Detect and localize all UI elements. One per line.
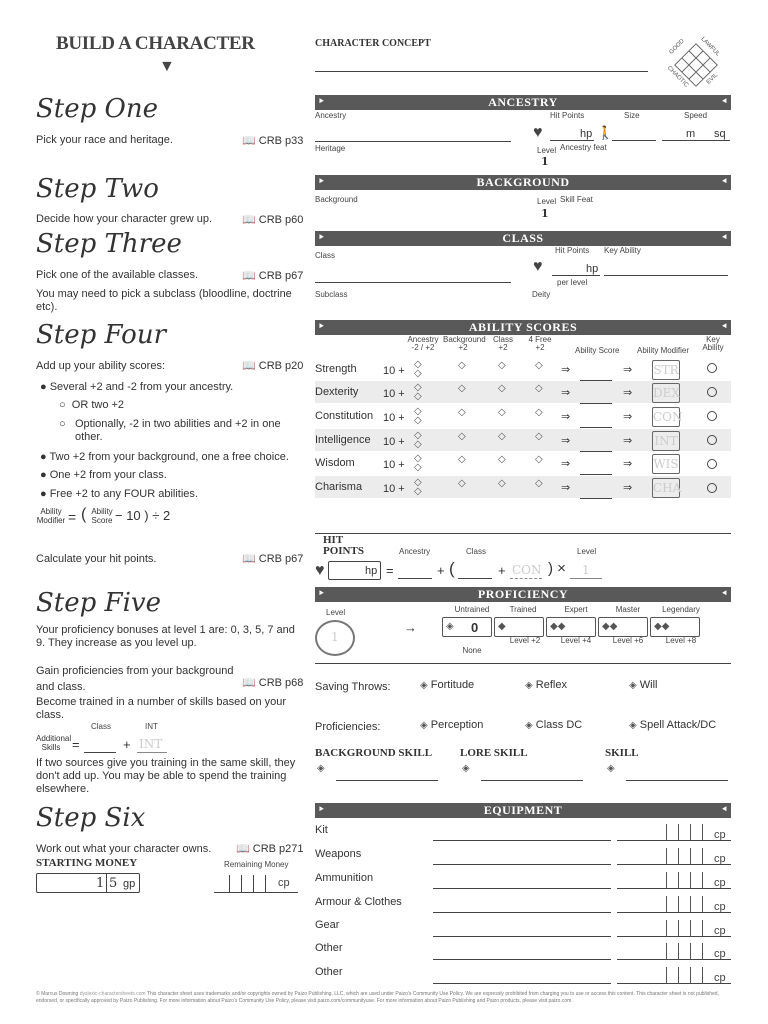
legendary-diamond-icon: ◆◆ <box>654 621 670 632</box>
fortitude-label: Fortitude <box>430 679 475 691</box>
prof-divider <box>315 663 731 664</box>
hp-class-field[interactable] <box>458 578 492 579</box>
ancestry-speed-label: Speed <box>684 111 708 120</box>
spell-diamond-icon: ◈ <box>629 720 637 731</box>
add-skills-int-lbl: INT <box>145 722 158 731</box>
rank-legendary-label: Legendary <box>662 605 700 614</box>
lore-skill-field[interactable] <box>481 780 583 781</box>
formula-open: ( <box>81 506 87 523</box>
step-five-ref <box>242 676 303 689</box>
step-four-ref-text: CRB p20 <box>258 360 304 372</box>
background-banner: ⯈ BACKGROUND ⯈ <box>315 175 731 190</box>
ability-score-field[interactable] <box>580 380 612 381</box>
ancestry-diamond-icon[interactable]: ◇ ◇ <box>414 430 422 450</box>
untrained-diamond-icon: ◈ <box>446 621 454 632</box>
rank-legendary-box[interactable] <box>650 617 700 637</box>
remaining-money-box[interactable] <box>214 873 298 893</box>
heritage-label: Heritage <box>315 144 346 153</box>
ability-modifier-box[interactable]: WIS <box>652 454 680 474</box>
equipment-label: Other <box>315 966 343 978</box>
arrow-right-icon: ⇒ <box>561 387 571 399</box>
background-skill-label: BACKGROUND SKILL <box>315 747 433 759</box>
add-skills-class-lbl: Class <box>91 722 112 731</box>
equipment-label: Other <box>315 942 343 954</box>
add-skills-class-field[interactable] <box>84 752 116 753</box>
equipment-unit: cp <box>714 853 726 865</box>
hp-total-box[interactable] <box>328 561 381 580</box>
prof-class-dc[interactable] <box>525 719 582 731</box>
footer-site[interactable]: dyslexic-charactersheets.com <box>79 991 146 997</box>
two-sources-text: If two sources give you training in the same skill, they don't add up. You may be able to spend the training elsewhere. <box>36 757 296 795</box>
key-ability-field[interactable] <box>604 275 728 276</box>
ability-header-modifier: Ability Modifier <box>637 346 690 355</box>
background-diamond-icon[interactable]: ◇ <box>458 383 466 394</box>
ancestry-diamond-icon[interactable]: ◇ ◇ <box>414 359 422 379</box>
ability-score-field[interactable] <box>580 403 612 404</box>
hp-ref <box>242 552 303 565</box>
remaining-money-label: Remaining Money <box>224 860 289 869</box>
ancestry-level-value: 1 <box>541 155 549 168</box>
arrow-right-icon: ⇒ <box>561 458 571 470</box>
background-label: Background <box>315 195 358 204</box>
prof-level-value: 1 <box>331 630 339 644</box>
size-figures-icon: 🚶 <box>597 125 614 140</box>
equipment-field[interactable] <box>433 864 611 865</box>
ability-name: Wisdom <box>315 457 355 469</box>
free-diamond-icon[interactable]: ◇ <box>535 478 543 489</box>
ability-modifier-box[interactable]: DEX <box>652 383 680 403</box>
equipment-label: Weapons <box>315 848 362 860</box>
ability-scores-banner: ⯈ ABILITY SCORES ⯈ <box>315 320 731 335</box>
formula-modifier-label: Ability Modifier <box>36 507 66 525</box>
rank-master-box[interactable] <box>598 617 648 637</box>
ability-base: 10 + <box>383 412 405 424</box>
bullet-3-text: One +2 from your class. <box>49 469 167 481</box>
skill-diamond-icon[interactable]: ◈ <box>607 763 615 774</box>
step-three-ref <box>242 269 303 282</box>
rank-master-sub: Level +6 <box>612 636 644 645</box>
ancestry-hp-field[interactable] <box>550 140 594 141</box>
rank-untrained-box[interactable] <box>442 617 492 637</box>
ability-modifier-box[interactable]: INT <box>652 431 680 451</box>
proficiency-banner: ⯈ PROFICIENCY ⯈ <box>315 587 731 602</box>
rank-untrained-value: 0 <box>471 620 479 635</box>
book-icon: 📖 <box>242 360 256 372</box>
equipment-label: Ammunition <box>315 872 374 884</box>
ancestry-size-field[interactable] <box>612 140 656 141</box>
step-three-text: Pick one of the available classes. <box>36 269 199 281</box>
class-diamond-icon[interactable]: ◇ <box>498 478 506 489</box>
equipment-field[interactable] <box>433 959 611 960</box>
arrow-right-icon: ⇒ <box>561 364 571 376</box>
step-two-heading: Step Two <box>36 174 159 204</box>
fortitude-diamond-icon: ◈ <box>420 680 428 691</box>
ability-header-score: Ability Score <box>575 346 620 355</box>
formula-rest: − 10 ) ÷ 2 <box>115 508 171 523</box>
ability-modifier-box[interactable]: CON <box>652 407 680 427</box>
ability-name: Dexterity <box>315 386 359 398</box>
book-icon: 📖 <box>242 270 256 282</box>
ability-score-field[interactable] <box>580 498 612 499</box>
hp-con-ghost: CON <box>512 563 542 577</box>
align-evil: EVIL <box>705 72 720 86</box>
hp-total-unit: hp <box>365 565 378 577</box>
ancestry-field[interactable] <box>315 141 511 142</box>
align-lawful: LAWFUL <box>699 36 721 58</box>
class-diamond-icon[interactable]: ◇ <box>498 360 506 371</box>
equipment-unit: cp <box>714 948 726 960</box>
arrow-right-icon: ⇒ <box>623 387 633 399</box>
arrow-right-icon: ⇒ <box>623 458 633 470</box>
skill-feat-label: Skill Feat <box>560 195 593 204</box>
bullet-1-text: Several +2 and -2 from your ancestry. <box>49 381 234 393</box>
ability-score-field[interactable] <box>580 474 612 475</box>
lore-skill-diamond-icon[interactable]: ◈ <box>462 763 470 774</box>
ability-base: 10 + <box>383 483 405 495</box>
subclass-label: Subclass <box>315 290 348 299</box>
step-four-heading: Step Four <box>36 320 166 350</box>
book-icon: 📖 <box>236 843 250 855</box>
arrow-right-icon: ⇒ <box>623 435 633 447</box>
equipment-unit: cp <box>714 829 726 841</box>
page-title: BUILD A CHARACTER <box>56 33 255 54</box>
key-ability-radio[interactable] <box>707 363 717 373</box>
skill-field[interactable] <box>626 780 728 781</box>
hp-level-field[interactable] <box>570 578 602 579</box>
save-will[interactable] <box>629 679 657 691</box>
hp-open: ( <box>449 559 455 578</box>
add-skills-int-ghost: INT <box>139 737 163 751</box>
ancestry-diamond-icon[interactable]: ◇ ◇ <box>414 382 422 402</box>
step-two-ref-text: CRB p60 <box>258 214 304 226</box>
equipment-unit: cp <box>714 972 726 984</box>
bullet-1b: ○ Optionally, -2 in two abilities and +2 in one other. <box>59 418 289 444</box>
hp-instruction: Calculate your hit points. <box>36 553 157 565</box>
ability-modifier-box[interactable]: STR <box>652 360 680 380</box>
ability-header-free: 4 Free +2 <box>528 335 552 352</box>
equipment-field[interactable] <box>433 983 611 984</box>
ancestry-diamond-icon[interactable]: ◇ ◇ <box>414 477 422 497</box>
speed-m-unit: m <box>686 128 696 140</box>
book-icon: 📖 <box>242 214 256 226</box>
step-six-ref <box>236 842 304 855</box>
additional-skills-label: Additional Skills <box>36 734 72 752</box>
footer-author: Marcus Downing <box>41 991 79 997</box>
step-four-ref <box>242 359 303 372</box>
step-six-ref-text: CRB p271 <box>252 843 304 855</box>
step-two-ref <box>242 213 303 226</box>
money-digit-1: 1 <box>96 876 105 891</box>
bullet-1b-text: Optionally, -2 in two abilities and +2 in one other. <box>75 418 281 443</box>
rank-expert-box[interactable] <box>546 617 596 637</box>
rank-expert-label: Expert <box>564 605 588 614</box>
class-banner: ⯈ CLASS ⯈ <box>315 231 731 246</box>
spell-attack-label: Spell Attack/DC <box>639 719 717 731</box>
free-diamond-icon[interactable]: ◇ <box>535 407 543 418</box>
save-reflex[interactable] <box>525 679 567 691</box>
trained-diamond-icon: ◆ <box>498 621 506 632</box>
hp-level-label: Level <box>577 547 597 556</box>
rank-untrained-sub: None <box>462 646 482 655</box>
prof-level-circle[interactable] <box>315 620 355 656</box>
key-ability-radio[interactable] <box>707 435 717 445</box>
reflex-diamond-icon: ◈ <box>525 680 533 691</box>
trained-text: Become trained in a number of skills based on your class. <box>36 696 287 721</box>
ability-name: Intelligence <box>315 434 371 446</box>
will-label: Will <box>639 679 658 691</box>
skill-label: SKILL <box>605 747 639 759</box>
class-diamond-icon[interactable]: ◇ <box>498 431 506 442</box>
equipment-field[interactable] <box>433 840 611 841</box>
bg-skill-diamond-icon[interactable]: ◈ <box>317 763 325 774</box>
ability-header-ancestry: Ancestry -2 / +2 <box>407 335 439 352</box>
step-one-text: Pick your race and heritage. <box>36 134 173 146</box>
background-diamond-icon[interactable]: ◇ <box>458 478 466 489</box>
ability-name: Charisma <box>315 481 363 493</box>
background-diamond-icon[interactable]: ◇ <box>458 431 466 442</box>
bullet-1a-text: OR two +2 <box>71 399 125 411</box>
bullet-4-text: Free +2 to any FOUR abilities. <box>49 488 198 500</box>
class-dc-label: Class DC <box>535 719 583 731</box>
ancestry-diamond-icon[interactable]: ◇ ◇ <box>414 453 422 473</box>
formula-score-label: Ability Score <box>91 507 113 525</box>
equipment-label: Kit <box>315 824 328 836</box>
heart-icon: ♥ <box>533 258 543 275</box>
speed-sq-unit: sq <box>714 128 726 140</box>
per-level-label: per level <box>557 278 588 287</box>
ability-name: Strength <box>315 363 357 375</box>
arrow-right-icon: → <box>404 620 417 635</box>
arrow-right-icon: ⇒ <box>623 482 633 494</box>
lore-skill-label: LORE SKILL <box>460 747 528 759</box>
class-hp-unit: hp <box>586 263 599 275</box>
class-field[interactable] <box>315 282 511 283</box>
footer <box>36 991 732 1005</box>
rank-trained-label: Trained <box>509 605 537 614</box>
free-diamond-icon[interactable]: ◇ <box>535 383 543 394</box>
key-ability-radio[interactable] <box>707 411 717 421</box>
arrow-right-icon: ⇒ <box>623 364 633 376</box>
ability-name: Constitution <box>315 410 374 422</box>
background-level-label: Level <box>537 197 557 206</box>
ability-header-key: Key Ability <box>702 335 724 352</box>
rank-untrained-label: Untrained <box>454 605 490 614</box>
rank-master-label: Master <box>615 605 641 614</box>
formula-eq: = <box>68 509 77 525</box>
hp-ancestry-field[interactable] <box>398 578 432 579</box>
ability-header-class: Class +2 <box>492 335 513 352</box>
step-five-heading: Step Five <box>36 588 161 618</box>
copyright-icon: © <box>36 991 40 997</box>
perception-diamond-icon: ◈ <box>420 720 428 731</box>
heart-icon: ♥ <box>533 124 543 141</box>
add-skills-plus: + <box>123 737 131 752</box>
ability-modifier-box[interactable]: CHA <box>652 478 680 498</box>
hp-con-field[interactable] <box>510 578 542 579</box>
bullet-2-text: Two +2 from your background, one a free choice. <box>49 451 289 463</box>
rank-trained-sub: Level +2 <box>509 636 541 645</box>
free-diamond-icon[interactable]: ◇ <box>535 454 543 465</box>
reflex-label: Reflex <box>535 679 567 691</box>
free-diamond-icon[interactable]: ◇ <box>535 431 543 442</box>
money-digit-2: 5 <box>109 876 118 891</box>
hp-class-label: Class <box>466 547 487 556</box>
book-icon: 📖 <box>242 677 256 689</box>
will-diamond-icon: ◈ <box>629 680 637 691</box>
prof-level-label: Level <box>326 608 346 617</box>
hp-plus-2: + <box>498 563 506 578</box>
ancestry-hp-label: Hit Points <box>550 111 585 120</box>
class-dc-diamond-icon: ◈ <box>525 720 533 731</box>
class-hp-label: Hit Points <box>555 246 590 255</box>
add-skills-eq: = <box>72 737 80 752</box>
equipment-label: Armour & Clothes <box>315 896 402 908</box>
class-hp-field[interactable] <box>552 275 600 276</box>
ability-header-background: Background +2 <box>443 335 486 352</box>
rank-trained-box[interactable] <box>494 617 544 637</box>
character-concept-label: CHARACTER CONCEPT <box>315 38 431 49</box>
ancestry-label: Ancestry <box>315 111 347 120</box>
rank-expert-sub: Level +4 <box>560 636 592 645</box>
rank-legendary-sub: Level +8 <box>665 636 697 645</box>
step-five-ref-text: CRB p68 <box>258 677 304 689</box>
save-fortitude[interactable] <box>420 679 474 691</box>
step-five-text: Your proficiency bonuses at level 1 are: 0, 3, 5, 7 and 9. They increase as you level up. <box>36 624 295 649</box>
proficiencies-label: Proficiencies: <box>315 721 381 733</box>
equipment-unit: cp <box>714 877 726 889</box>
ancestry-diamond-icon[interactable]: ◇ ◇ <box>414 406 422 426</box>
prof-perception[interactable] <box>420 719 483 731</box>
arrow-right-icon: ⇒ <box>561 482 571 494</box>
starting-money-label: STARTING MONEY <box>36 857 138 869</box>
hp-plus: + <box>437 563 445 578</box>
perception-label: Perception <box>430 719 484 731</box>
ability-base: 10 + <box>383 436 405 448</box>
hp-level-ghost: 1 <box>582 563 590 577</box>
ancestry-speed-field[interactable] <box>662 140 730 141</box>
book-icon: 📖 <box>242 553 256 565</box>
align-chaotic: CHAOTIC <box>665 65 690 89</box>
align-good: GOOD <box>668 38 686 56</box>
background-diamond-icon[interactable]: ◇ <box>458 360 466 371</box>
ancestry-hp-unit: hp <box>580 128 593 140</box>
arrow-right-icon: ⇒ <box>623 411 633 423</box>
ability-score-field[interactable] <box>580 427 612 428</box>
bullet-1a: ○ OR two +2 <box>59 399 125 411</box>
step-three-heading: Step Three <box>36 229 182 259</box>
step-six-heading: Step Six <box>36 803 146 833</box>
master-diamond-icon: ◆◆ <box>602 621 618 632</box>
class-label: Class <box>315 251 336 260</box>
hp-close: ) × <box>548 560 566 577</box>
equipment-field[interactable] <box>433 888 611 889</box>
step-one-ref-text: CRB p33 <box>258 135 304 147</box>
equipment-label: Gear <box>315 919 340 931</box>
hp-ancestry-label: Ancestry <box>399 547 431 556</box>
class-diamond-icon[interactable]: ◇ <box>498 454 506 465</box>
step-five-bg-text: Gain proficiencies from your background and class. <box>36 665 234 693</box>
character-concept-field[interactable] <box>315 71 648 72</box>
ancestry-level-label: Level <box>537 146 557 155</box>
bullet-4: ● Free +2 to any FOUR abilities. <box>40 488 198 500</box>
background-diamond-icon[interactable]: ◇ <box>458 454 466 465</box>
hp-ref-text: CRB p67 <box>258 553 304 565</box>
footer-legal: This character sheet uses trademarks and/or copyrights owned by Paizo Publishing, LLC, which are used under Paizo's Community Use Policy. We are expressly prohibited from charging you to use or access this content. This character sheet is not published, endorsed, or specifically approved by Paizo Publishing. For more information about Paizo's Community Use Policy, please visit paizo.com/communityuse. For more information about Paizo Publishing and Paizo products, please visit paizo.com. <box>36 991 719 1004</box>
equipment-banner: ⯈ EQUIPMENT ⯈ <box>315 803 731 818</box>
background-skill-field[interactable] <box>336 780 438 781</box>
key-ability-radio[interactable] <box>707 459 717 469</box>
hp-divider <box>315 533 731 534</box>
step-four-text: Add up your ability scores: <box>36 360 166 372</box>
arrow-down-icon: ▼ <box>159 58 175 75</box>
bullet-2: ● Two +2 from your background, one a free choice. <box>40 451 289 463</box>
step-three-note: You may need to pick a subclass (bloodline, doctrine etc). <box>36 288 292 313</box>
background-diamond-icon[interactable]: ◇ <box>458 407 466 418</box>
equipment-unit: cp <box>714 925 726 937</box>
expert-diamond-icon: ◆◆ <box>550 621 566 632</box>
ability-base: 10 + <box>383 388 405 400</box>
remaining-money-unit: cp <box>278 877 290 889</box>
step-six-text: Work out what your character owns. <box>36 843 212 855</box>
class-diamond-icon[interactable]: ◇ <box>498 407 506 418</box>
class-diamond-icon[interactable]: ◇ <box>498 383 506 394</box>
heart-icon: ♥ <box>315 562 325 579</box>
ancestry-size-label: Size <box>624 111 640 120</box>
bullet-1: ● Several +2 and -2 from your ancestry. <box>40 381 234 393</box>
money-divider <box>106 874 107 892</box>
alignment-grid[interactable] <box>664 36 728 94</box>
saving-throws-label: Saving Throws: <box>315 681 391 693</box>
equipment-unit: cp <box>714 901 726 913</box>
ancestry-feat-label: Ancestry feat <box>560 143 607 152</box>
step-one-ref <box>242 134 303 147</box>
key-ability-radio[interactable] <box>707 483 717 493</box>
money-unit: gp <box>123 878 136 890</box>
ability-score-field[interactable] <box>580 451 612 452</box>
arrow-right-icon: ⇒ <box>561 435 571 447</box>
hp-eq: = <box>386 563 394 578</box>
ancestry-banner: ⯈ ANCESTRY ⯈ <box>315 95 731 110</box>
step-two-text: Decide how your character grew up. <box>36 213 213 225</box>
step-one-heading: Step One <box>36 94 159 124</box>
starting-money-box[interactable] <box>36 873 140 893</box>
ability-base: 10 + <box>383 365 405 377</box>
background-level-value: 1 <box>541 207 549 220</box>
key-ability-label: Key Ability <box>604 246 641 255</box>
equipment-field[interactable] <box>433 912 611 913</box>
book-icon: 📖 <box>242 135 256 147</box>
free-diamond-icon[interactable]: ◇ <box>535 360 543 371</box>
bullet-3: ● One +2 from your class. <box>40 469 167 481</box>
hit-points-title: HIT POINTS <box>323 534 364 557</box>
arrow-right-icon: ⇒ <box>561 411 571 423</box>
key-ability-radio[interactable] <box>707 387 717 397</box>
equipment-field[interactable] <box>433 936 611 937</box>
ability-base: 10 + <box>383 459 405 471</box>
step-three-ref-text: CRB p67 <box>258 270 304 282</box>
prof-spell-attack[interactable] <box>629 719 716 731</box>
deity-label: Deity <box>532 290 551 299</box>
add-skills-int-field[interactable] <box>137 752 167 753</box>
